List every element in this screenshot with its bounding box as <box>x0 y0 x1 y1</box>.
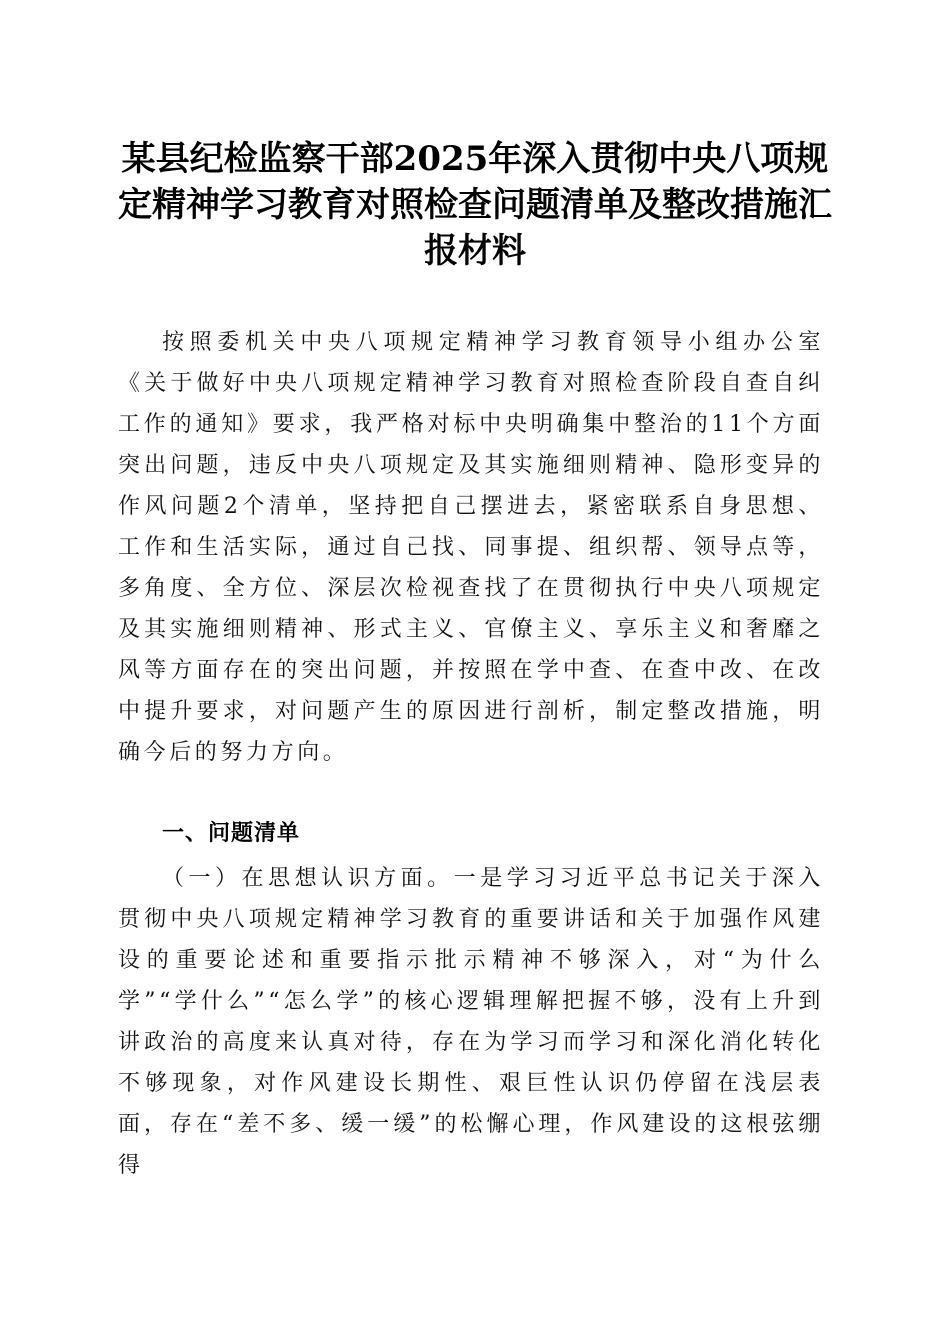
section-heading: 一、问题清单 <box>162 821 301 846</box>
section-paragraph: （一）在思想认识方面。一是学习习近平总书记关于深入贯彻中央八项规定精神学习教育的重要讲话和关于加强作风建设的重要论述和重要指示批示精神不够深入，对“为什么学”“学什么”“怎么学”的核心逻辑理解把握不够，没有上升到讲政治的高度来认真对待，存在为学习而学习和深化消化转化不够现象，对作风建设长期性、艰巨性认识仍停留在浅层表面，存在“差不多、缓一缓”的松懈心理，作风建设的这根弦绷得 <box>118 866 824 1178</box>
document-title: 某县纪检监察干部2025年深入贯彻中央八项规定精神学习教育对照检查问题清单及整改措施汇报材料 <box>118 139 832 271</box>
intro-paragraph: 按照委机关中央八项规定精神学习教育领导小组办公室《关于做好中央八项规定精神学习教育对照检查阶段自查自纠工作的通知》要求，我严格对标中央明确集中整治的11个方面突出问题，违反中央八项规定及其实施细则精神、隐形变异的作风问题2个清单，坚持把自己摆进去，紧密联系自身思想、工作和生活实际，通过自己找、同事提、组织帮、领导点等，多角度、全方位、深层次检视查找了在贯彻执行中央八项规定及其实施细则精神、形式主义、官僚主义、享乐主义和奢靡之风等方面存在的突出问题，并按照在学中查、在查中改、在改中提升要求，对问题产生的原因进行剖析，制定整改措施，明确今后的努力方向。 <box>118 330 824 765</box>
